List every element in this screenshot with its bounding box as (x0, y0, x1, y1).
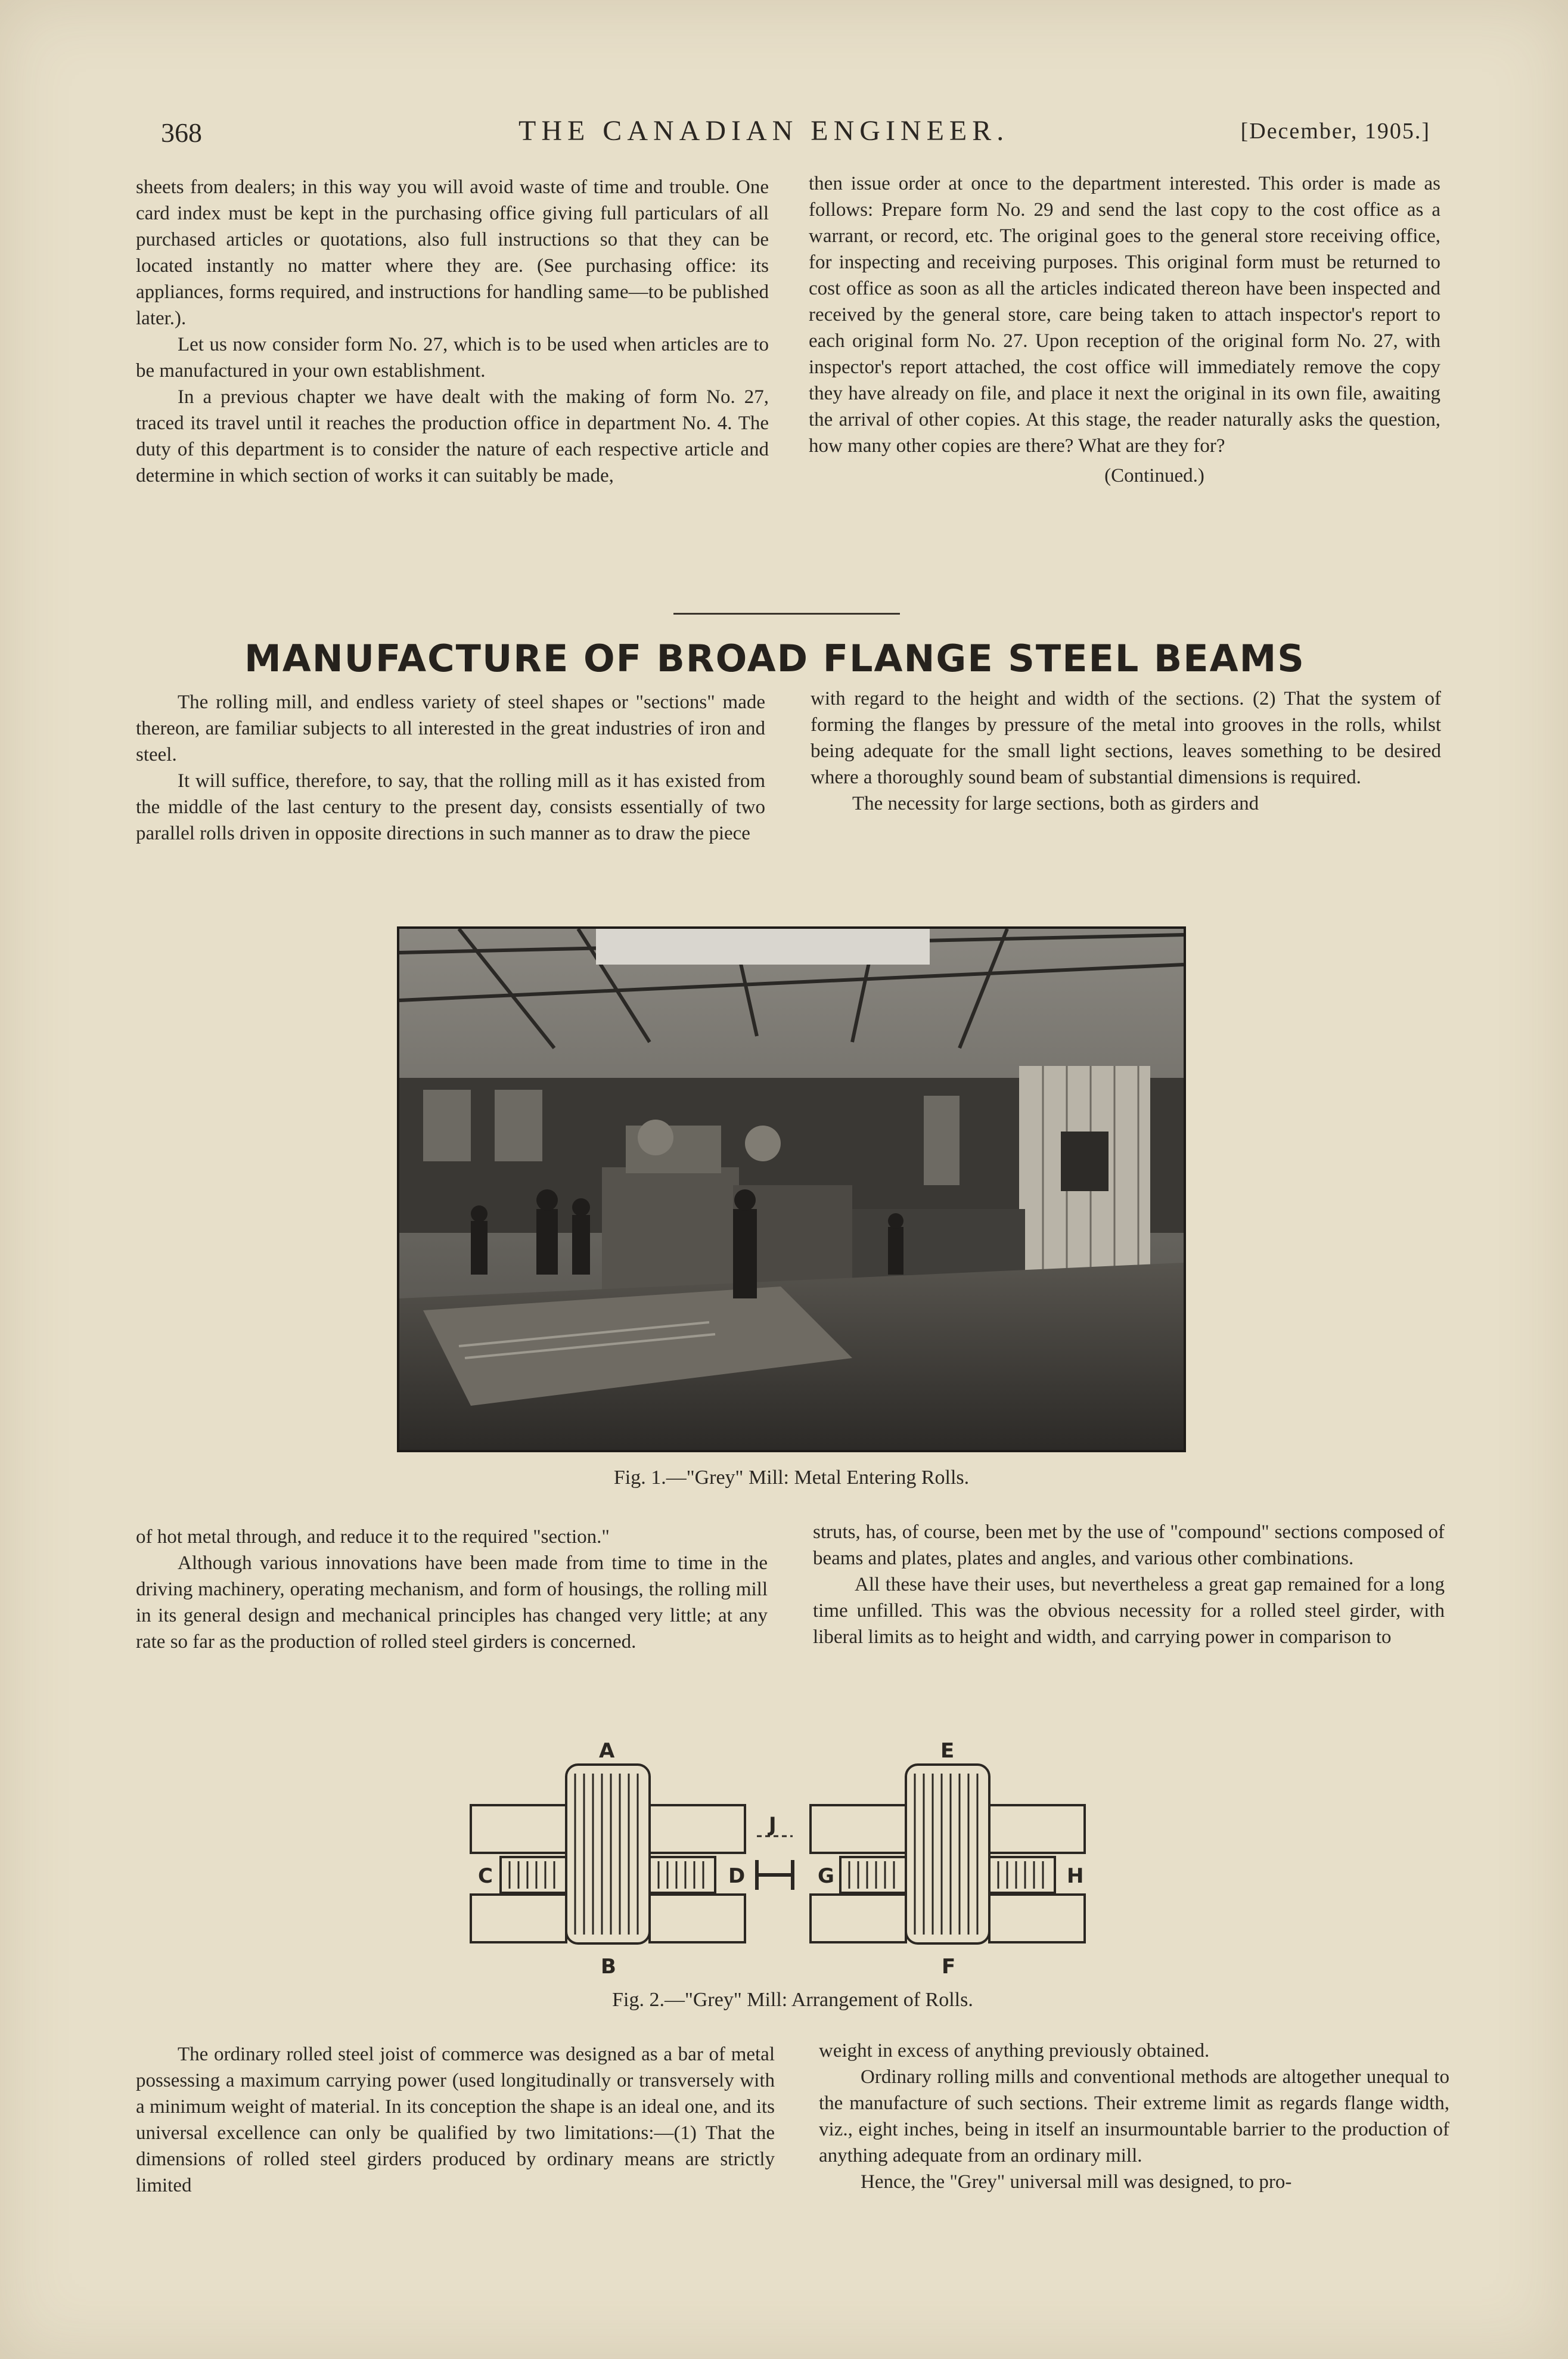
label-b: B (601, 1955, 616, 1979)
paragraph: Although various innovations have been made from time to time in the driving machinery, operating mechanism, and form of housings, the rolling mill in its general design and mechanical principles has changed very little; at any rate so far as the production of rolled steel girders is concerned. (136, 1552, 768, 1653)
top-right-column (809, 171, 1440, 489)
section1-right-column (811, 686, 1441, 817)
section2-left-column (136, 1524, 768, 1655)
journal-title: THE CANADIAN ENGINEER. (518, 115, 1010, 147)
label-c: C (478, 1864, 493, 1888)
paragraph: struts, has, of course, been met by the use of "compound" sections composed of beams and plates, plates and angles, and various other combinations. (813, 1521, 1445, 1569)
left-lower-roll-left (471, 1895, 566, 1942)
label-g: G (818, 1864, 834, 1888)
figure2-caption: Fig. 2.—"Grey" Mill: Arrangement of Rolls. (612, 1989, 973, 2011)
rolling-mill-photo (399, 929, 1184, 1450)
paragraph: The rolling mill, and endless variety of steel shapes or "sections" made thereon, are familiar subjects to all interested in the great industries of iron and steel. (136, 692, 765, 765)
paragraph: In a previous chapter we have dealt with the making of form No. 27, traced its travel until it reaches the production office in department No. 4. The duty of this department is to consider the nature of each respective article and determine in which section of works it can suitably be made, (136, 386, 769, 486)
page-number: 368 (161, 117, 202, 148)
paragraph: then issue order at once to the department interested. This order is made as follows: Prepare form No. 29 and send the last copy to the cost office as a warrant, or record, etc. The original goes to the general store receiving office, for inspecting and receiving purposes. This original form must be returned to cost office as soon as all the articles indicated thereon have been inspected and received by the general store, care being taken to attach inspector's report to each original form No. 27. Upon reception of the original form No. 27, with inspector's report attached, the cost office will immediately remove the copy they have already on file, and place it next the original in its own file, awaiting the arrival of other copies. At this stage, the reader naturally asks the question, how many other copies are there? What are they for? (809, 173, 1440, 457)
running-header (161, 111, 1430, 153)
left-upper-roll-right (650, 1805, 745, 1853)
paragraph: It will suffice, therefore, to say, that the rolling mill as it has existed from the middle of the last century to the present day, consists essentially of two parallel rolls driven in opposite directions in such manner as to draw the piece (136, 770, 765, 844)
left-lower-roll-right (650, 1895, 745, 1942)
label-h: H (1067, 1864, 1084, 1888)
paragraph: The necessity for large sections, both as girders and (852, 793, 1259, 814)
paragraph: sheets from dealers; in this way you will avoid waste of time and trouble. One card index must be kept in the purchasing office giving full particulars of all purchased articles or quotations, also full instructions so that they can be located instantly no matter where they are. (See purchasing office: its appliances, forms required, and instructions for handling same—to be published later.). (136, 176, 769, 329)
section1-left-column (136, 689, 765, 847)
label-j: J (769, 1813, 777, 1837)
paragraph: Let us now consider form No. 27, which is to be used when articles are to be manufactured in your own establishment. (136, 334, 769, 382)
paragraph: All these have their uses, but nevertheless a great gap remained for a long time unfilled. This was the obvious necessity for a rolled steel girder, with liberal limits as to height and width, and carrying power in comparison to (813, 1574, 1445, 1648)
figure1-photograph (397, 926, 1186, 1452)
continued-note: (Continued.) (1104, 465, 1204, 486)
top-left-column (136, 174, 769, 489)
paragraph: weight in excess of anything previously obtained. (819, 2040, 1210, 2062)
label-f: F (942, 1955, 956, 1979)
section3-left-column (136, 2041, 775, 2199)
right-upper-roll-right (989, 1805, 1085, 1853)
label-a: A (599, 1739, 615, 1763)
paragraph: of hot metal through, and reduce it to the required "section." (136, 1526, 610, 1548)
paragraph: The ordinary rolled steel joist of commerce was designed as a bar of metal possessing a maximum carrying power (used longitudinally or transversely with a minimum weight of material. In its conception the shape is an ideal one, and its universal excellence can only be qualified by two limitations:—(1) That the dimensions of rolled steel girders produced by ordinary means are strictly limited (136, 2044, 775, 2196)
right-lower-roll-right (989, 1895, 1085, 1942)
issue-date: [December, 1905.] (1240, 119, 1430, 144)
paragraph: Ordinary rolling mills and conventional methods are altogether unequal to the manufacture of such sections. Their extreme limit as regards flange width, viz., eight inches, being in itself an insurmountable barrier to the production of anything adequate from an ordinary mill. (819, 2066, 1449, 2166)
section3-right-column (819, 2038, 1449, 2195)
label-d: D (728, 1864, 746, 1888)
label-e: E (940, 1739, 955, 1763)
paragraph: with regard to the height and width of the sections. (2) That the system of forming the flanges by pressure of the metal into grooves in the rolls, whilst being adequate for the small light sections, leaves something to be desired where a thoroughly sound beam of substantial dimensions is required. (811, 688, 1441, 788)
section-divider (673, 613, 900, 615)
right-upper-roll-left (811, 1805, 906, 1853)
right-lower-roll-left (811, 1895, 906, 1942)
article-title: MANUFACTURE OF BROAD FLANGE STEEL BEAMS (244, 637, 1305, 680)
left-upper-roll-left (471, 1805, 566, 1853)
section2-right-column (813, 1519, 1445, 1650)
paragraph: Hence, the "Grey" universal mill was designed, to pro- (861, 2171, 1292, 2193)
figure2-roll-arrangement-diagram (453, 1729, 1132, 1979)
figure1-caption: Fig. 1.—"Grey" Mill: Metal Entering Rolls. (613, 1467, 970, 1489)
